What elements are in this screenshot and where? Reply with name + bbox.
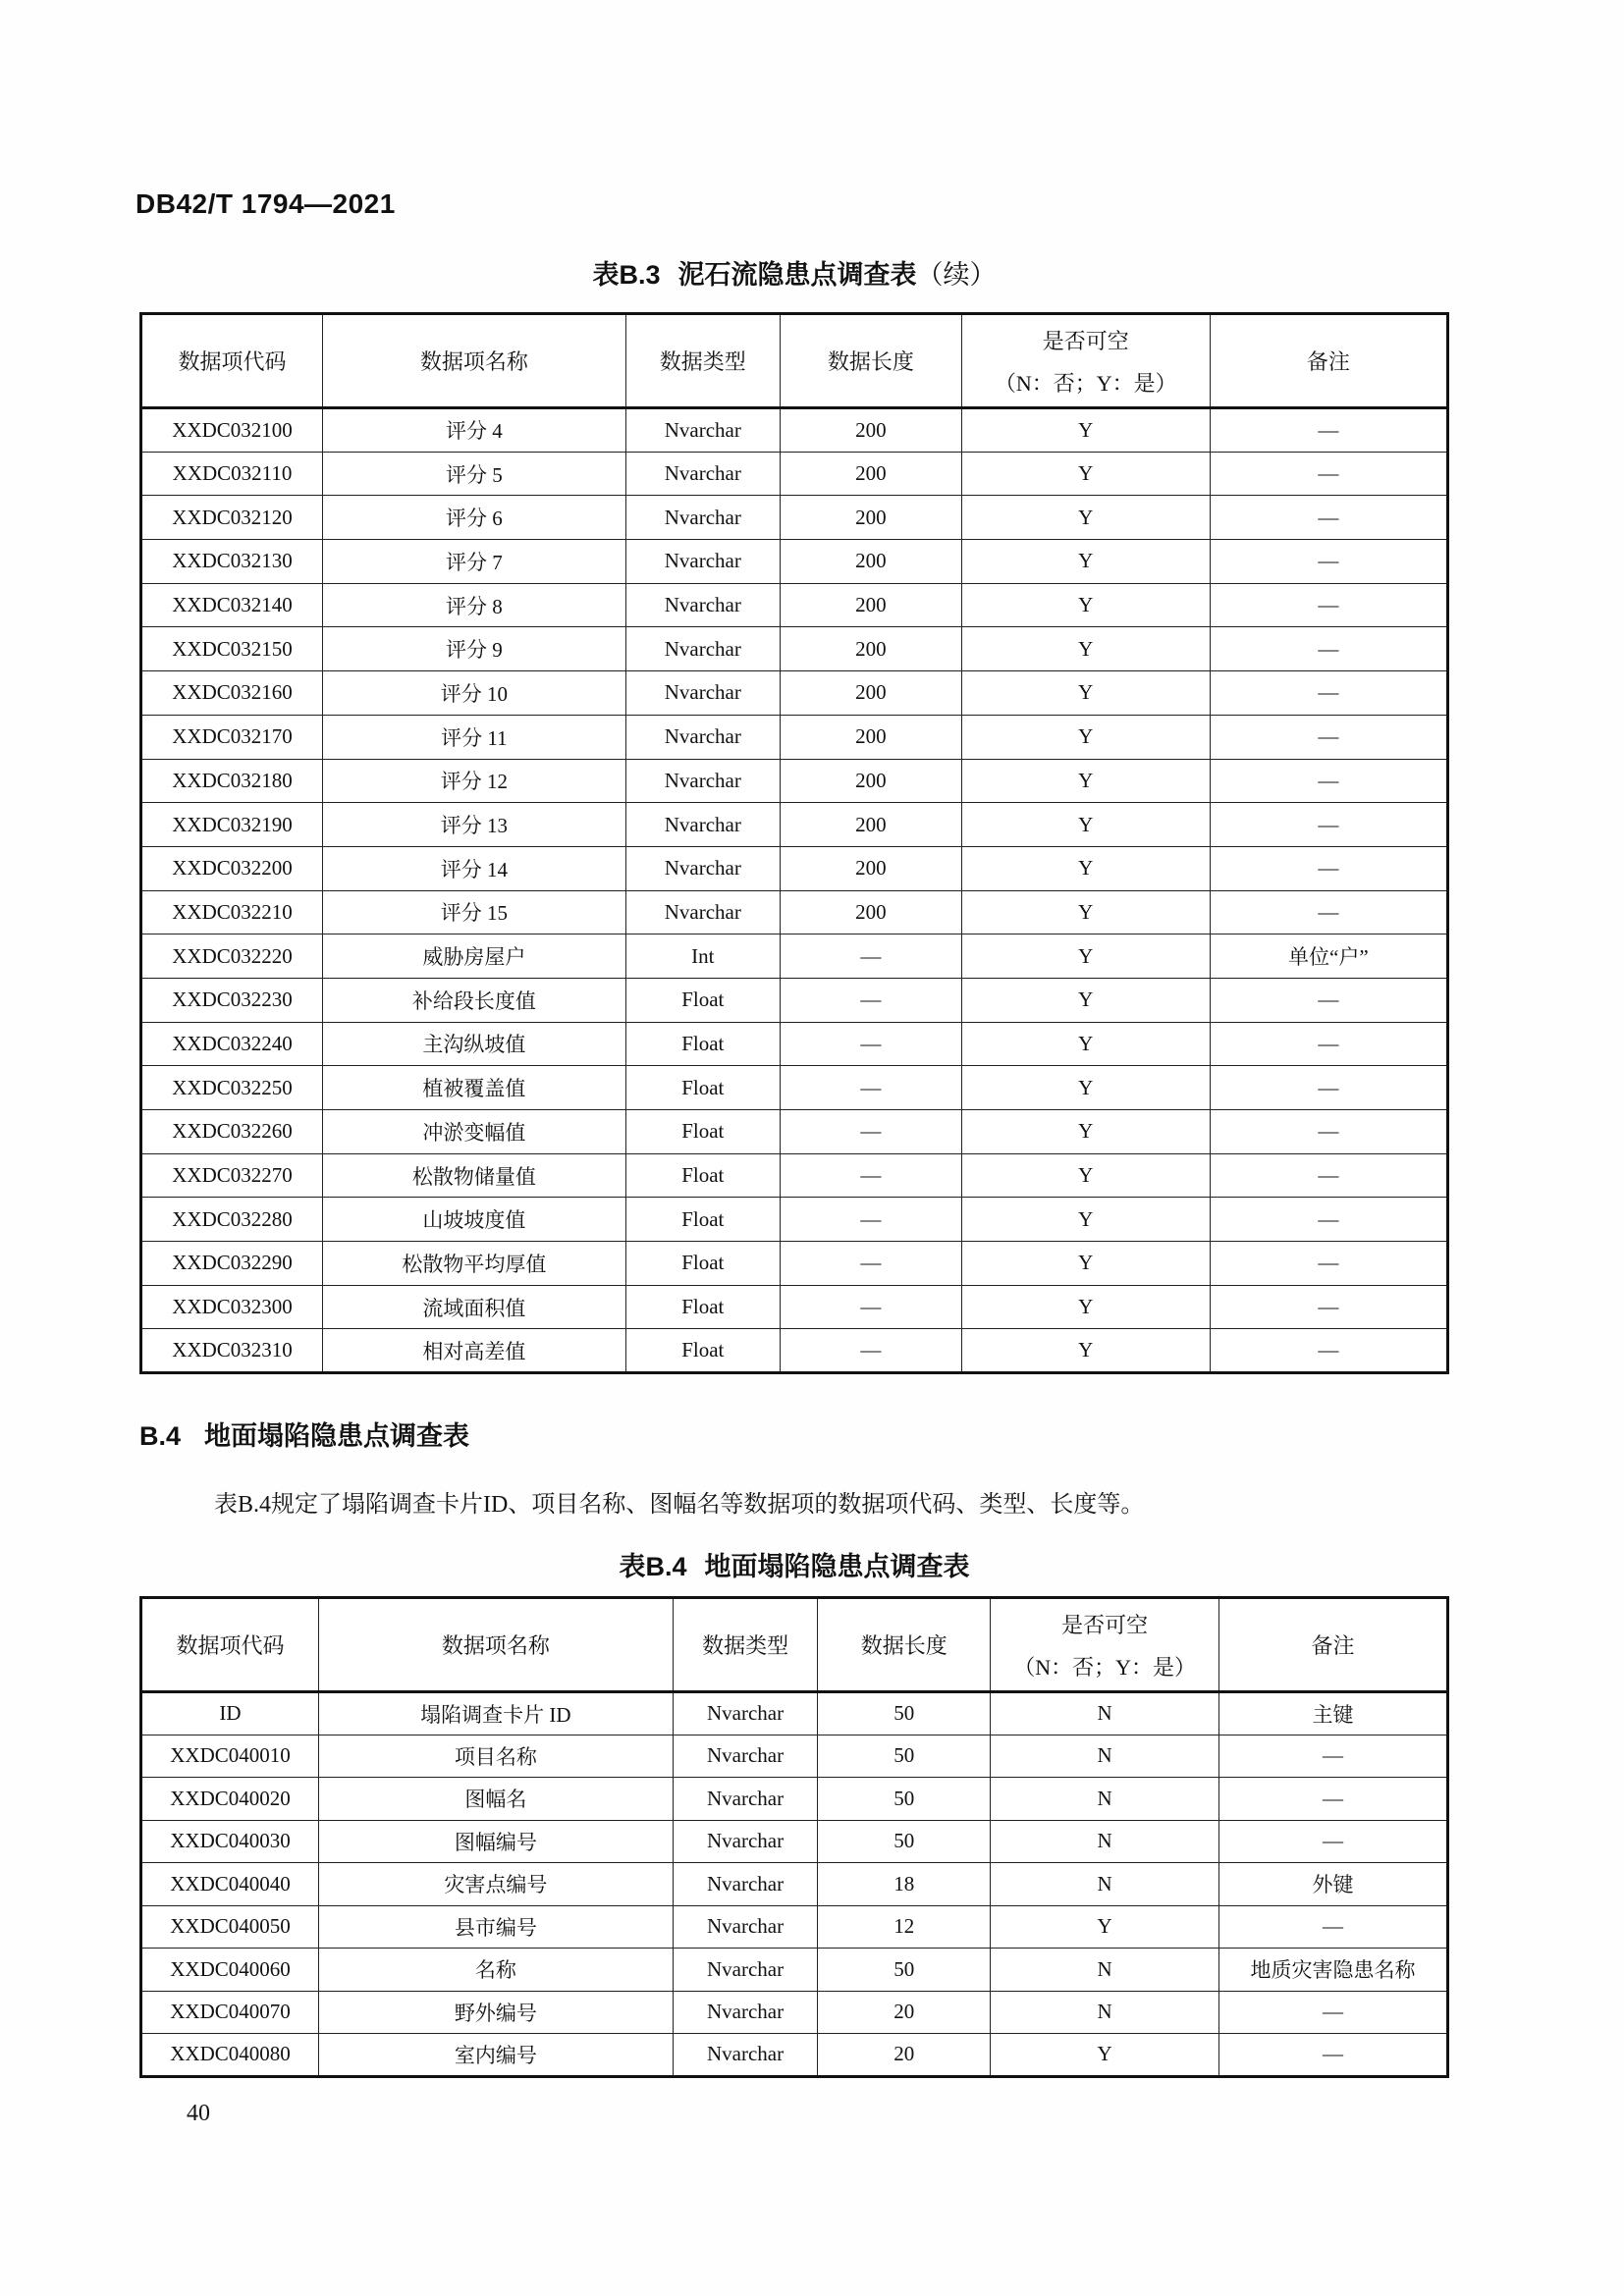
table-row	[141, 1949, 1448, 1992]
table-cell: 评分 13	[323, 803, 626, 847]
table-cell: 评分 10	[323, 671, 626, 716]
table-cell: —	[780, 978, 961, 1022]
table-cell: 200	[780, 890, 961, 934]
table-cell: 200	[780, 583, 961, 627]
table-cell: Y	[961, 583, 1210, 627]
standard-number: DB42/T 1794—2021	[135, 188, 396, 219]
column-header-nullable-line2: （N：否；Y：是）	[994, 370, 1177, 396]
table-header-row	[141, 314, 1448, 408]
table-cell: 县市编号	[319, 1905, 674, 1949]
table-cell: XXDC032160	[141, 671, 323, 716]
table-cell: XXDC040050	[141, 1905, 319, 1949]
table-cell: 18	[818, 1863, 991, 1906]
column-header-length: 数据长度	[818, 1598, 991, 1692]
table-cell: Y	[961, 408, 1210, 453]
table-cell: XXDC040030	[141, 1820, 319, 1863]
table-row	[141, 408, 1448, 453]
table-cell: —	[1210, 890, 1447, 934]
table-cell: Y	[961, 540, 1210, 584]
table-cell: 主键	[1219, 1692, 1448, 1735]
table-row	[141, 803, 1448, 847]
table-cell: Float	[625, 1329, 780, 1373]
table-cell: —	[780, 934, 961, 979]
table-cell: 评分 11	[323, 715, 626, 759]
table-cell: 山坡坡度值	[323, 1198, 626, 1242]
table-cell: —	[1210, 496, 1447, 540]
table-row	[141, 846, 1448, 890]
table-cell: —	[1210, 408, 1447, 453]
table-header-row	[141, 1598, 1448, 1692]
table-cell: —	[1219, 1820, 1448, 1863]
table-cell: Y	[961, 803, 1210, 847]
table-cell: Y	[961, 759, 1210, 803]
section-b4-heading-text: 地面塌陷隐患点调查表	[204, 1421, 470, 1451]
table-cell: 项目名称	[319, 1735, 674, 1778]
table-cell: XXDC032270	[141, 1153, 323, 1198]
section-b4-paragraph: 表B.4规定了塌陷调查卡片ID、项目名称、图幅名等数据项的数据项代码、类型、长度等。	[214, 1492, 1145, 1518]
table-cell: XXDC032110	[141, 452, 323, 496]
table-cell: N	[991, 1735, 1219, 1778]
table-cell: Nvarchar	[625, 671, 780, 716]
table-row	[141, 934, 1448, 979]
column-header-type: 数据类型	[625, 314, 780, 408]
table-cell: 评分 5	[323, 452, 626, 496]
table-cell: Nvarchar	[625, 540, 780, 584]
table-row	[141, 1329, 1448, 1373]
table-cell: Y	[961, 890, 1210, 934]
table-cell: —	[1210, 1285, 1447, 1329]
table-cell: Y	[961, 627, 1210, 671]
table-cell: Nvarchar	[673, 1820, 818, 1863]
table-cell: 200	[780, 496, 961, 540]
table-cell: 12	[818, 1905, 991, 1949]
table-cell: 室内编号	[319, 2034, 674, 2077]
table-cell: 评分 9	[323, 627, 626, 671]
table-cell: 松散物平均厚值	[323, 1242, 626, 1286]
table-cell: Y	[961, 715, 1210, 759]
table-row	[141, 759, 1448, 803]
table-cell: —	[780, 1329, 961, 1373]
table-cell: Float	[625, 978, 780, 1022]
table-cell: 名称	[319, 1949, 674, 1992]
table-cell: XXDC040080	[141, 2034, 319, 2077]
table-row	[141, 1692, 1448, 1735]
table-b4-title-label: 表B.4	[619, 1552, 687, 1581]
table-cell: 200	[780, 803, 961, 847]
table-cell: XXDC040060	[141, 1949, 319, 1992]
table-cell: Nvarchar	[673, 1778, 818, 1821]
table-cell: XXDC032100	[141, 408, 323, 453]
table-cell: Float	[625, 1022, 780, 1066]
column-header-nullable	[991, 1598, 1219, 1692]
table-cell: 塌陷调查卡片 ID	[319, 1692, 674, 1735]
table-cell: —	[1210, 1198, 1447, 1242]
table-cell: Nvarchar	[625, 715, 780, 759]
table-cell: Y	[961, 1329, 1210, 1373]
table-cell: —	[1210, 1066, 1447, 1110]
table-cell: XXDC032200	[141, 846, 323, 890]
column-header-length: 数据长度	[780, 314, 961, 408]
table-cell: XXDC032240	[141, 1022, 323, 1066]
table-row	[141, 1820, 1448, 1863]
table-cell: XXDC032290	[141, 1242, 323, 1286]
table-cell: 植被覆盖值	[323, 1066, 626, 1110]
table-cell: Y	[961, 978, 1210, 1022]
table-cell: XXDC032130	[141, 540, 323, 584]
table-cell: N	[991, 1863, 1219, 1906]
table-row	[141, 627, 1448, 671]
column-header-remark: 备注	[1219, 1598, 1448, 1692]
table-cell: —	[780, 1022, 961, 1066]
table-cell: 灾害点编号	[319, 1863, 674, 1906]
table-cell: N	[991, 1991, 1219, 2034]
table-row	[141, 540, 1448, 584]
table-cell: 200	[780, 540, 961, 584]
table-cell: 评分 7	[323, 540, 626, 584]
table-row	[141, 1991, 1448, 2034]
table-cell: XXDC032120	[141, 496, 323, 540]
table-cell: 松散物储量值	[323, 1153, 626, 1198]
table-cell: XXDC040010	[141, 1735, 319, 1778]
table-cell: XXDC040040	[141, 1863, 319, 1906]
table-cell: —	[1219, 2034, 1448, 2077]
table-cell: Nvarchar	[673, 1735, 818, 1778]
table-cell: XXDC032150	[141, 627, 323, 671]
table-cell: 外键	[1219, 1863, 1448, 1906]
table-cell: Float	[625, 1198, 780, 1242]
table-row	[141, 1863, 1448, 1906]
table-cell: Float	[625, 1242, 780, 1286]
table-cell: XXDC032220	[141, 934, 323, 979]
table-cell: Y	[961, 1022, 1210, 1066]
table-cell: —	[780, 1198, 961, 1242]
table-row	[141, 715, 1448, 759]
table-cell: 200	[780, 846, 961, 890]
table-cell: 威胁房屋户	[323, 934, 626, 979]
table-cell: 20	[818, 1991, 991, 2034]
table-cell: Nvarchar	[625, 759, 780, 803]
column-header-name: 数据项名称	[323, 314, 626, 408]
table-cell: 200	[780, 715, 961, 759]
table-cell: —	[780, 1242, 961, 1286]
column-header-nullable-line2: （N：否；Y：是）	[1013, 1654, 1196, 1680]
table-b3-body	[141, 408, 1448, 1373]
table-cell: —	[780, 1110, 961, 1154]
table-b3-title	[139, 253, 1449, 292]
table-cell: —	[1210, 978, 1447, 1022]
table-b4-title	[139, 1545, 1449, 1583]
table-cell: 冲淤变幅值	[323, 1110, 626, 1154]
page-number: 40	[187, 2101, 210, 2126]
table-cell: Nvarchar	[625, 890, 780, 934]
table-row	[141, 1066, 1448, 1110]
table-cell: 主沟纵坡值	[323, 1022, 626, 1066]
table-cell: XXDC032180	[141, 759, 323, 803]
column-header-type: 数据类型	[673, 1598, 818, 1692]
column-header-code: 数据项代码	[141, 314, 323, 408]
section-b4-number: B.4	[139, 1421, 182, 1451]
table-cell: Y	[961, 496, 1210, 540]
table-cell: 50	[818, 1735, 991, 1778]
table-cell: Y	[961, 452, 1210, 496]
table-cell: 200	[780, 671, 961, 716]
table-cell: Nvarchar	[625, 583, 780, 627]
table-row	[141, 1778, 1448, 1821]
table-row	[141, 452, 1448, 496]
table-cell: —	[1210, 627, 1447, 671]
table-cell: 评分 12	[323, 759, 626, 803]
table-cell: Nvarchar	[625, 846, 780, 890]
table-cell: —	[780, 1066, 961, 1110]
table-cell: 50	[818, 1949, 991, 1992]
table-cell: N	[991, 1692, 1219, 1735]
table-cell: N	[991, 1949, 1219, 1992]
table-cell: 评分 15	[323, 890, 626, 934]
table-cell: —	[1219, 1735, 1448, 1778]
table-cell: —	[780, 1285, 961, 1329]
table-cell: 单位“户”	[1210, 934, 1447, 979]
table-cell: Float	[625, 1066, 780, 1110]
table-b3-title-label: 表B.3	[592, 260, 661, 290]
table-cell: —	[780, 1153, 961, 1198]
table-cell: Y	[961, 1153, 1210, 1198]
table-cell: Y	[961, 1285, 1210, 1329]
table-row	[141, 1285, 1448, 1329]
table-row	[141, 1110, 1448, 1154]
table-cell: ID	[141, 1692, 319, 1735]
table-cell: N	[991, 1820, 1219, 1863]
table-cell: 200	[780, 627, 961, 671]
table-cell: XXDC032190	[141, 803, 323, 847]
table-row	[141, 1022, 1448, 1066]
table-b3-title-text: 泥石流隐患点调查表	[677, 260, 917, 290]
table-cell: 评分 6	[323, 496, 626, 540]
table-cell: —	[1210, 1022, 1447, 1066]
table-cell: Y	[961, 846, 1210, 890]
table-row	[141, 2034, 1448, 2077]
table-cell: Y	[961, 1198, 1210, 1242]
table-row	[141, 978, 1448, 1022]
table-cell: 流域面积值	[323, 1285, 626, 1329]
table-cell: XXDC032280	[141, 1198, 323, 1242]
table-cell: 50	[818, 1820, 991, 1863]
table-cell: Y	[961, 1066, 1210, 1110]
table-cell: Nvarchar	[625, 408, 780, 453]
table-cell: 地质灾害隐患名称	[1219, 1949, 1448, 1992]
table-cell: XXDC032230	[141, 978, 323, 1022]
column-header-nullable-line1: 是否可空	[1061, 1612, 1149, 1637]
table-cell: Float	[625, 1285, 780, 1329]
table-cell: —	[1210, 583, 1447, 627]
table-cell: 200	[780, 408, 961, 453]
table-row	[141, 1735, 1448, 1778]
table-row	[141, 1198, 1448, 1242]
table-cell: —	[1219, 1905, 1448, 1949]
table-cell: Y	[961, 934, 1210, 979]
table-cell: Nvarchar	[625, 803, 780, 847]
column-header-code: 数据项代码	[141, 1598, 319, 1692]
table-cell: Nvarchar	[673, 1905, 818, 1949]
table-cell: Nvarchar	[673, 1692, 818, 1735]
table-cell: Nvarchar	[673, 1991, 818, 2034]
table-cell: 50	[818, 1692, 991, 1735]
table-cell: Nvarchar	[625, 496, 780, 540]
table-cell: —	[1210, 846, 1447, 890]
table-cell: —	[1210, 1242, 1447, 1286]
table-cell: 补给段长度值	[323, 978, 626, 1022]
table-cell: 50	[818, 1778, 991, 1821]
table-cell: —	[1219, 1778, 1448, 1821]
table-row	[141, 1905, 1448, 1949]
table-cell: Int	[625, 934, 780, 979]
table-row	[141, 583, 1448, 627]
table-cell: Nvarchar	[625, 452, 780, 496]
table-cell: Y	[961, 671, 1210, 716]
table-row	[141, 890, 1448, 934]
column-header-remark: 备注	[1210, 314, 1447, 408]
table-cell: XXDC040070	[141, 1991, 319, 2034]
table-cell: —	[1210, 540, 1447, 584]
table-cell: Y	[961, 1242, 1210, 1286]
table-cell: 野外编号	[319, 1991, 674, 2034]
table-row	[141, 1242, 1448, 1286]
table-cell: XXDC040020	[141, 1778, 319, 1821]
table-cell: 评分 14	[323, 846, 626, 890]
table-cell: XXDC032250	[141, 1066, 323, 1110]
table-cell: 200	[780, 452, 961, 496]
table-cell: Y	[991, 1905, 1219, 1949]
table-cell: Float	[625, 1110, 780, 1154]
table-cell: —	[1210, 1110, 1447, 1154]
table-cell: —	[1210, 1153, 1447, 1198]
table-row	[141, 496, 1448, 540]
table-cell: N	[991, 1778, 1219, 1821]
column-header-nullable	[961, 314, 1210, 408]
table-cell: 图幅编号	[319, 1820, 674, 1863]
table-cell: Nvarchar	[673, 1863, 818, 1906]
column-header-nullable-line1: 是否可空	[1042, 328, 1129, 353]
table-row	[141, 671, 1448, 716]
table-cell: —	[1210, 803, 1447, 847]
table-b4	[139, 1596, 1449, 2078]
table-cell: 20	[818, 2034, 991, 2077]
table-cell: XXDC032310	[141, 1329, 323, 1373]
table-row	[141, 1153, 1448, 1198]
table-b3-title-suffix: （续）	[916, 260, 997, 290]
column-header-name: 数据项名称	[319, 1598, 674, 1692]
table-cell: Nvarchar	[625, 627, 780, 671]
table-cell: 评分 8	[323, 583, 626, 627]
table-cell: Y	[991, 2034, 1219, 2077]
table-cell: Float	[625, 1153, 780, 1198]
table-cell: XXDC032170	[141, 715, 323, 759]
table-cell: —	[1210, 452, 1447, 496]
table-cell: XXDC032140	[141, 583, 323, 627]
table-cell: Nvarchar	[673, 1949, 818, 1992]
table-cell: XXDC032260	[141, 1110, 323, 1154]
table-b3	[139, 312, 1449, 1374]
table-cell: —	[1210, 715, 1447, 759]
table-cell: XXDC032210	[141, 890, 323, 934]
table-cell: —	[1219, 1991, 1448, 2034]
table-cell: 评分 4	[323, 408, 626, 453]
section-b4-heading	[139, 1415, 469, 1453]
table-cell: —	[1210, 1329, 1447, 1373]
table-b4-header	[141, 1598, 1448, 1692]
table-b4-title-text: 地面塌陷隐患点调查表	[704, 1552, 970, 1581]
table-cell: Nvarchar	[673, 2034, 818, 2077]
table-b4-body	[141, 1692, 1448, 2077]
table-cell: 相对高差值	[323, 1329, 626, 1373]
table-cell: Y	[961, 1110, 1210, 1154]
table-b3-header	[141, 314, 1448, 408]
table-cell: XXDC032300	[141, 1285, 323, 1329]
table-cell: 图幅名	[319, 1778, 674, 1821]
table-cell: 200	[780, 759, 961, 803]
table-cell: —	[1210, 759, 1447, 803]
table-cell: —	[1210, 671, 1447, 716]
